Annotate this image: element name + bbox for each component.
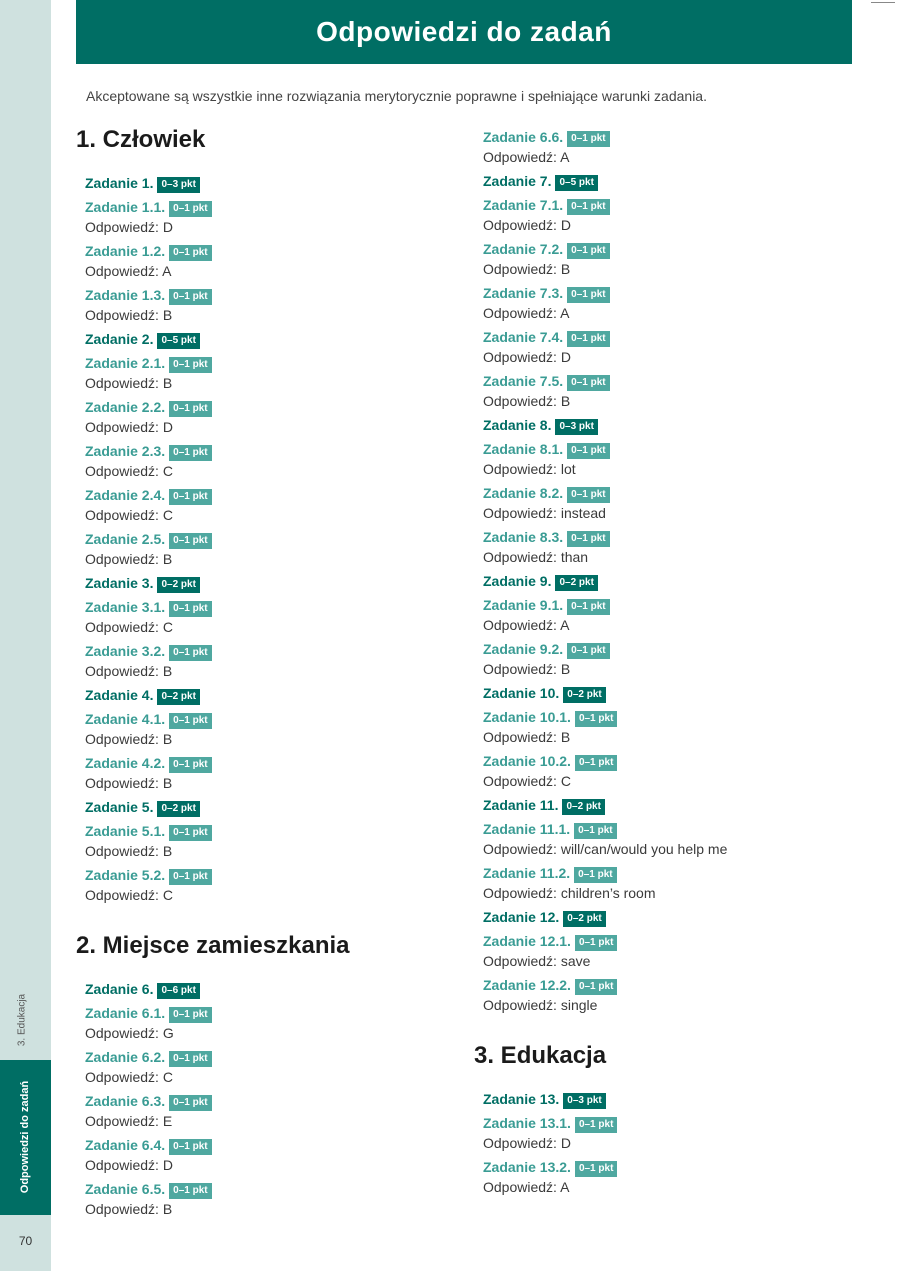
points-badge: 0–1 pkt	[574, 867, 616, 883]
answer-line	[474, 727, 854, 747]
answer-line	[474, 503, 854, 523]
answer-line	[76, 1067, 456, 1087]
points-badge: 0–1 pkt	[575, 711, 617, 727]
answer-value: D	[560, 349, 571, 365]
answer-prefix: Odpowiedź:	[85, 463, 159, 479]
title-gap	[76, 961, 456, 975]
points-badge: 0–1 pkt	[169, 869, 211, 885]
title-gap	[76, 155, 456, 169]
points-badge: 0–5 pkt	[555, 175, 597, 191]
subtask-heading	[474, 483, 854, 503]
task-label: Zadanie 12.1.	[483, 933, 571, 949]
answer-line	[76, 1155, 456, 1175]
answer-value: E	[162, 1113, 173, 1129]
answer-line	[76, 729, 456, 749]
points-badge: 0–2 pkt	[555, 575, 597, 591]
answer-prefix: Odpowiedź:	[483, 505, 557, 521]
task-label: Zadanie 9.	[483, 573, 552, 589]
answer-prefix: Odpowiedź:	[85, 843, 159, 859]
answer-prefix: Odpowiedź:	[483, 841, 557, 857]
subtask-heading	[474, 863, 854, 883]
answer-line	[474, 615, 854, 635]
subtask-heading	[474, 239, 854, 259]
points-badge: 0–1 pkt	[169, 1139, 211, 1155]
section-gap	[76, 905, 456, 931]
task-label: Zadanie 5.1.	[85, 823, 166, 839]
answer-line	[474, 347, 854, 367]
answer-prefix: Odpowiedź:	[483, 217, 557, 233]
points-badge: 0–1 pkt	[169, 533, 211, 549]
subtask-heading	[474, 527, 854, 547]
sidebar-section-label: 3. Edukacja	[16, 993, 28, 1047]
task-heading	[76, 573, 456, 593]
task-heading	[76, 979, 456, 999]
answer-prefix: Odpowiedź:	[85, 887, 159, 903]
answer-line	[474, 951, 854, 971]
answer-value: B	[162, 551, 173, 567]
answer-line	[474, 259, 854, 279]
page-number: 70	[18, 1234, 33, 1248]
task-label: Zadanie 11.1.	[483, 821, 571, 837]
header-banner	[76, 0, 852, 64]
answer-prefix: Odpowiedź:	[85, 1113, 159, 1129]
answer-prefix: Odpowiedź:	[483, 305, 557, 321]
answer-prefix: Odpowiedź:	[85, 507, 159, 523]
points-badge: 0–1 pkt	[567, 487, 609, 503]
task-label: Zadanie 3.	[85, 575, 154, 591]
answer-prefix: Odpowiedź:	[483, 661, 557, 677]
page-title: Odpowiedzi do zadań	[316, 16, 612, 47]
answer-value: G	[162, 1025, 174, 1041]
answer-prefix: Odpowiedź:	[85, 263, 159, 279]
points-badge: 0–1 pkt	[169, 489, 211, 505]
points-badge: 0–1 pkt	[575, 1161, 617, 1177]
task-label: Zadanie 7.5.	[483, 373, 564, 389]
task-label: Zadanie 9.1.	[483, 597, 564, 613]
points-badge: 0–1 pkt	[169, 201, 211, 217]
corner-divider	[871, 2, 895, 3]
answer-value: C	[560, 773, 571, 789]
answer-value: A	[162, 263, 172, 279]
points-badge: 0–1 pkt	[169, 1051, 211, 1067]
section-title: 3. Edukacja	[474, 1042, 607, 1069]
task-label: Zadanie 8.2.	[483, 485, 564, 501]
answer-value: A	[560, 149, 570, 165]
answer-value: A	[560, 305, 570, 321]
task-label: Zadanie 4.1.	[85, 711, 166, 727]
task-heading	[76, 685, 456, 705]
points-badge: 0–1 pkt	[567, 243, 609, 259]
answer-line	[76, 1111, 456, 1131]
task-label: Zadanie 11.2.	[483, 865, 571, 881]
points-badge: 0–3 pkt	[157, 177, 199, 193]
answer-prefix: Odpowiedź:	[483, 261, 557, 277]
task-heading	[76, 173, 456, 193]
task-label: Zadanie 6.6.	[483, 129, 564, 145]
subtask-heading	[76, 1091, 456, 1111]
side-tab-bar	[0, 0, 51, 1271]
task-label: Zadanie 6.1.	[85, 1005, 166, 1021]
answer-value: D	[162, 219, 173, 235]
subtask-heading	[76, 821, 456, 841]
task-heading	[474, 907, 854, 927]
answer-prefix: Odpowiedź:	[483, 773, 557, 789]
answer-value: single	[560, 997, 598, 1013]
answer-line	[76, 461, 456, 481]
answer-value: D	[162, 1157, 173, 1173]
answer-value: B	[162, 1201, 173, 1217]
answer-line	[474, 659, 854, 679]
subtask-heading	[474, 195, 854, 215]
task-label: Zadanie 5.	[85, 799, 154, 815]
task-label: Zadanie 8.3.	[483, 529, 564, 545]
answer-value: A	[560, 1179, 570, 1195]
task-label: Zadanie 1.3.	[85, 287, 166, 303]
task-label: Zadanie 1.	[85, 175, 154, 191]
answer-prefix: Odpowiedź:	[483, 393, 557, 409]
points-badge: 0–1 pkt	[169, 245, 211, 261]
task-label: Zadanie 2.3.	[85, 443, 166, 459]
task-label: Zadanie 7.2.	[483, 241, 564, 257]
subtask-heading	[76, 197, 456, 217]
subtask-heading	[76, 753, 456, 773]
answer-prefix: Odpowiedź:	[483, 729, 557, 745]
answer-value: C	[162, 619, 173, 635]
section-title: 1. Człowiek	[76, 126, 206, 153]
answer-line	[474, 303, 854, 323]
subtask-heading	[474, 931, 854, 951]
sidebar-active-label: Odpowiedzi do zadań	[19, 1080, 31, 1194]
answer-value: A	[560, 617, 570, 633]
subtask-heading	[76, 1003, 456, 1023]
title-gap	[474, 1071, 854, 1085]
answer-value: B	[560, 261, 571, 277]
answer-line	[76, 217, 456, 237]
points-badge: 0–1 pkt	[169, 1095, 211, 1111]
points-badge: 0–6 pkt	[157, 983, 199, 999]
answer-value: B	[162, 375, 173, 391]
answer-prefix: Odpowiedź:	[85, 775, 159, 791]
task-label: Zadanie 2.2.	[85, 399, 166, 415]
answer-line	[474, 147, 854, 167]
points-badge: 0–3 pkt	[555, 419, 597, 435]
subtask-heading	[76, 1135, 456, 1155]
answer-prefix: Odpowiedź:	[85, 1201, 159, 1217]
answer-value: save	[560, 953, 591, 969]
points-badge: 0–1 pkt	[575, 979, 617, 995]
answer-prefix: Odpowiedź:	[85, 375, 159, 391]
answer-line	[474, 547, 854, 567]
subtask-heading	[76, 241, 456, 261]
points-badge: 0–2 pkt	[563, 687, 605, 703]
answer-line	[76, 549, 456, 569]
answer-value: C	[162, 1069, 173, 1085]
points-badge: 0–1 pkt	[575, 935, 617, 951]
answer-line	[474, 995, 854, 1015]
answer-prefix: Odpowiedź:	[85, 419, 159, 435]
task-heading	[474, 795, 854, 815]
points-badge: 0–1 pkt	[169, 645, 211, 661]
points-badge: 0–2 pkt	[563, 911, 605, 927]
task-heading	[474, 571, 854, 591]
answer-prefix: Odpowiedź:	[483, 461, 557, 477]
points-badge: 0–2 pkt	[562, 799, 604, 815]
subtask-heading	[474, 127, 854, 147]
points-badge: 0–1 pkt	[567, 599, 609, 615]
points-badge: 0–1 pkt	[169, 757, 211, 773]
points-badge: 0–1 pkt	[169, 357, 211, 373]
task-label: Zadanie 5.2.	[85, 867, 166, 883]
right-column	[474, 123, 854, 1197]
subtask-heading	[474, 707, 854, 727]
subtask-heading	[474, 751, 854, 771]
answer-value: D	[560, 1135, 571, 1151]
answer-prefix: Odpowiedź:	[85, 219, 159, 235]
task-label: Zadanie 4.2.	[85, 755, 166, 771]
answer-line	[76, 261, 456, 281]
points-badge: 0–1 pkt	[169, 289, 211, 305]
answer-value: than	[560, 549, 589, 565]
answer-value: B	[162, 307, 173, 323]
subtask-heading	[76, 865, 456, 885]
answer-line	[76, 661, 456, 681]
section-gap	[474, 1015, 854, 1041]
task-label: Zadanie 2.5.	[85, 531, 166, 547]
answer-line	[76, 885, 456, 905]
points-badge: 0–1 pkt	[567, 643, 609, 659]
points-badge: 0–1 pkt	[169, 401, 211, 417]
task-label: Zadanie 3.2.	[85, 643, 166, 659]
answer-prefix: Odpowiedź:	[85, 1157, 159, 1173]
subtask-heading	[474, 439, 854, 459]
points-badge: 0–1 pkt	[567, 375, 609, 391]
task-label: Zadanie 6.5.	[85, 1181, 166, 1197]
answer-line	[474, 839, 854, 859]
answer-value: B	[560, 393, 571, 409]
points-badge: 0–1 pkt	[567, 443, 609, 459]
answer-prefix: Odpowiedź:	[483, 349, 557, 365]
answer-value: B	[162, 843, 173, 859]
subtask-heading	[474, 595, 854, 615]
answer-prefix: Odpowiedź:	[483, 1135, 557, 1151]
points-badge: 0–1 pkt	[169, 445, 211, 461]
points-badge: 0–2 pkt	[157, 801, 199, 817]
answer-prefix: Odpowiedź:	[85, 1069, 159, 1085]
subtask-heading	[474, 1113, 854, 1133]
subtask-heading	[474, 975, 854, 995]
points-badge: 0–1 pkt	[575, 755, 617, 771]
answer-value: B	[162, 775, 173, 791]
answer-prefix: Odpowiedź:	[483, 885, 557, 901]
answer-prefix: Odpowiedź:	[483, 617, 557, 633]
points-badge: 0–1 pkt	[567, 131, 609, 147]
points-badge: 0–2 pkt	[157, 577, 199, 593]
answer-line	[76, 1023, 456, 1043]
subtask-heading	[76, 485, 456, 505]
answer-prefix: Odpowiedź:	[483, 549, 557, 565]
answer-value: B	[162, 731, 173, 747]
task-label: Zadanie 13.2.	[483, 1159, 571, 1175]
subtask-heading	[76, 1179, 456, 1199]
task-label: Zadanie 10.	[483, 685, 560, 701]
answer-prefix: Odpowiedź:	[483, 149, 557, 165]
points-badge: 0–1 pkt	[169, 601, 211, 617]
subtask-heading	[76, 353, 456, 373]
answer-prefix: Odpowiedź:	[85, 1025, 159, 1041]
answer-line	[474, 1177, 854, 1197]
answer-value: B	[560, 661, 571, 677]
task-label: Zadanie 7.3.	[483, 285, 564, 301]
subtask-heading	[474, 371, 854, 391]
task-heading	[474, 171, 854, 191]
points-badge: 0–5 pkt	[157, 333, 199, 349]
points-badge: 0–1 pkt	[574, 823, 616, 839]
task-label: Zadanie 2.	[85, 331, 154, 347]
task-label: Zadanie 8.1.	[483, 441, 564, 457]
subtask-heading	[76, 641, 456, 661]
answer-value: lot	[560, 461, 576, 477]
subtask-heading	[76, 529, 456, 549]
answer-line	[474, 883, 854, 903]
task-label: Zadanie 2.4.	[85, 487, 166, 503]
subtask-heading	[76, 441, 456, 461]
left-column	[76, 125, 456, 1219]
answer-value: children’s room	[560, 885, 656, 901]
answer-value: B	[162, 663, 173, 679]
answer-value: C	[162, 887, 173, 903]
answer-line	[76, 505, 456, 525]
answer-value: C	[162, 507, 173, 523]
points-badge: 0–1 pkt	[169, 713, 211, 729]
task-heading	[76, 797, 456, 817]
subtask-heading	[474, 639, 854, 659]
task-label: Zadanie 1.1.	[85, 199, 166, 215]
intro-text: Akceptowane są wszystkie inne rozwiązania merytorycznie poprawne i spełniające warunki zadania.	[86, 88, 707, 104]
task-label: Zadanie 13.	[483, 1091, 560, 1107]
task-label: Zadanie 7.1.	[483, 197, 564, 213]
section-title: 2. Miejsce zamieszkania	[76, 932, 350, 959]
answer-line	[76, 617, 456, 637]
answer-line	[474, 771, 854, 791]
answer-line	[76, 373, 456, 393]
task-label: Zadanie 13.1.	[483, 1115, 571, 1131]
task-label: Zadanie 7.4.	[483, 329, 564, 345]
points-badge: 0–3 pkt	[563, 1093, 605, 1109]
answer-value: instead	[560, 505, 606, 521]
points-badge: 0–1 pkt	[169, 1183, 211, 1199]
points-badge: 0–1 pkt	[169, 1007, 211, 1023]
answer-prefix: Odpowiedź:	[85, 663, 159, 679]
task-label: Zadanie 6.4.	[85, 1137, 166, 1153]
answer-prefix: Odpowiedź:	[85, 619, 159, 635]
answer-value: will/can/would you help me	[560, 841, 728, 857]
points-badge: 0–1 pkt	[169, 825, 211, 841]
subtask-heading	[474, 1157, 854, 1177]
task-label: Zadanie 4.	[85, 687, 154, 703]
task-label: Zadanie 6.2.	[85, 1049, 166, 1065]
subtask-heading	[474, 819, 854, 839]
answer-line	[76, 773, 456, 793]
answer-prefix: Odpowiedź:	[85, 307, 159, 323]
answer-value: C	[162, 463, 173, 479]
answer-value: B	[560, 729, 571, 745]
answer-prefix: Odpowiedź:	[483, 953, 557, 969]
task-label: Zadanie 3.1.	[85, 599, 166, 615]
points-badge: 0–1 pkt	[567, 199, 609, 215]
points-badge: 0–2 pkt	[157, 689, 199, 705]
task-label: Zadanie 2.1.	[85, 355, 166, 371]
subtask-heading	[76, 285, 456, 305]
subtask-heading	[76, 397, 456, 417]
answer-line	[474, 215, 854, 235]
answer-prefix: Odpowiedź:	[483, 1179, 557, 1195]
answer-prefix: Odpowiedź:	[85, 731, 159, 747]
task-label: Zadanie 11.	[483, 797, 559, 813]
answer-line	[474, 459, 854, 479]
subtask-heading	[474, 283, 854, 303]
subtask-heading	[76, 597, 456, 617]
answer-prefix: Odpowiedź:	[483, 997, 557, 1013]
task-label: Zadanie 12.2.	[483, 977, 571, 993]
points-badge: 0–1 pkt	[567, 531, 609, 547]
answer-line	[474, 391, 854, 411]
task-label: Zadanie 1.2.	[85, 243, 166, 259]
answer-line	[474, 1133, 854, 1153]
subtask-heading	[474, 327, 854, 347]
task-heading	[474, 1089, 854, 1109]
task-label: Zadanie 6.3.	[85, 1093, 166, 1109]
task-heading	[474, 683, 854, 703]
points-badge: 0–1 pkt	[567, 287, 609, 303]
answer-value: D	[162, 419, 173, 435]
task-label: Zadanie 6.	[85, 981, 154, 997]
task-label: Zadanie 10.2.	[483, 753, 571, 769]
task-label: Zadanie 9.2.	[483, 641, 564, 657]
answer-line	[76, 841, 456, 861]
answer-line	[76, 1199, 456, 1219]
points-badge: 0–1 pkt	[567, 331, 609, 347]
answer-line	[76, 305, 456, 325]
subtask-heading	[76, 709, 456, 729]
task-heading	[474, 415, 854, 435]
task-heading	[76, 329, 456, 349]
points-badge: 0–1 pkt	[575, 1117, 617, 1133]
answer-prefix: Odpowiedź:	[85, 551, 159, 567]
subtask-heading	[76, 1047, 456, 1067]
answer-line	[76, 417, 456, 437]
task-label: Zadanie 8.	[483, 417, 552, 433]
task-label: Zadanie 7.	[483, 173, 552, 189]
answer-value: D	[560, 217, 571, 233]
task-label: Zadanie 12.	[483, 909, 560, 925]
task-label: Zadanie 10.1.	[483, 709, 571, 725]
